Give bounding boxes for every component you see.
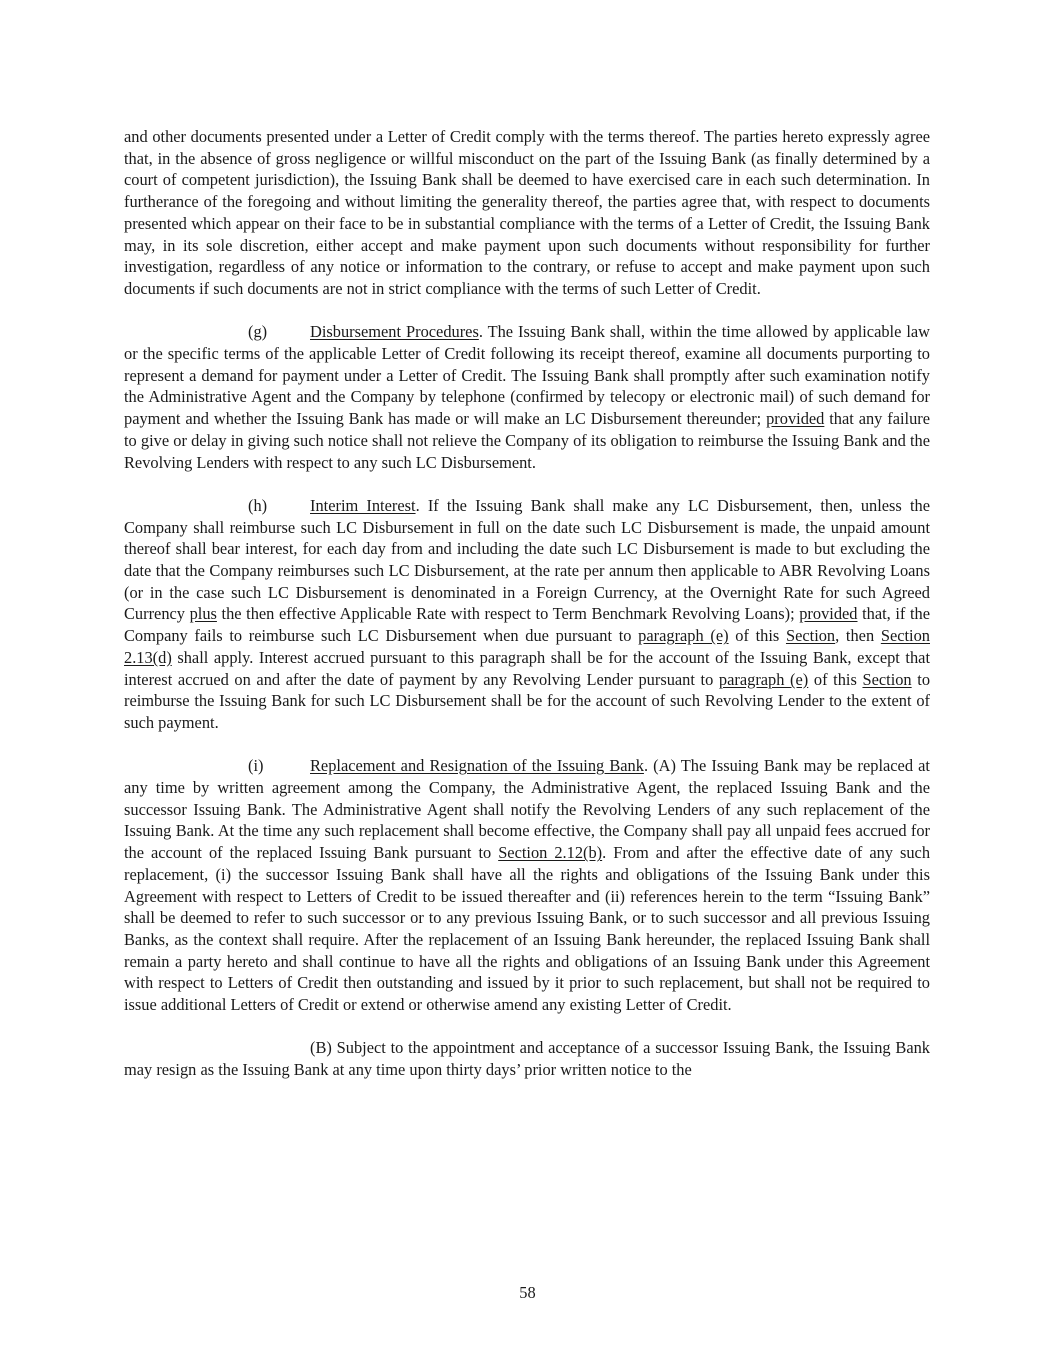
cross-reference: Section 2.13(d) [124, 626, 930, 667]
page-number: 58 [519, 1283, 536, 1302]
paragraph-text: . From and after the effective date of any such replacement, (i) the successor Issuing Bank shall have all the rights and obligations of the Issuing Bank under this Agreement with respect to Letters of Credit to be issued thereafter and (ii) references herein to the term “Issuing Bank” shall be deemed to refer to such successor or to any previous Issuing Bank, or to such successor and all previous Issuing Banks, as the context shall require. After the replacement of an Issuing Bank hereunder, the replaced Issuing Bank shall remain a party hereto and shall continue to have all the rights and obligations of an Issuing Bank under this Agreement with respect to Letters of Credit then outstanding and issued by it prior to such replacement, but shall not be required to issue additional Letters of Credit or extend or otherwise amend any existing Letter of Credit. [124, 843, 931, 1015]
paragraph-text: . The Issuing Bank shall, within the time allowed by applicable law or the specific terms of the applicable Letter of Credit following its receipt thereof, examine all documents purporting to represent a demand for payment under a Letter of Credit. The Issuing Bank shall promptly after such examination notify the Administrative Agent and the Company by telephone (confirmed by telecopy or electronic mail) of such demand for payment and whether the Issuing Bank has made or will make an LC Disbursement thereunder; [124, 322, 930, 429]
paragraph-text: of this [808, 669, 863, 689]
paragraph-text: the then effective Applicable Rate with respect to Term Benchmark Revolving Loans); [216, 604, 800, 624]
section-label: (h) [248, 495, 268, 515]
paragraph-continuation [124, 126, 930, 300]
paragraph-text: and other documents presented under a Letter of Credit comply with the terms thereof. The parties hereto expressly agree that, in the absence of gross negligence or willful misconduct on the part of the Issuing Bank (as finally determined by a court of competent jurisdiction), the Issuing Bank shall be deemed to have exercised care in each such determination. In furtherance of the foregoing and without limiting the generality thereof, the parties agree that, with respect to documents presented which appear on their face to be in substantial compliance with the terms of a Letter of Credit, the Issuing Bank may, in its sole discretion, either accept and make payment upon such documents without responsibility for further investigation, regardless of any notice or information to the contrary, or refuse to accept and make payment upon such documents if such documents are not in strict compliance with the terms of such Letter of Credit. [124, 127, 930, 298]
section-heading: Replacement and Resignation of the Issuing Bank [310, 756, 644, 776]
paragraph-text: . (A) The Issuing Bank may be replaced at any time by written agreement among the Company, the Administrative Agent, the replaced Issuing Bank and the successor Issuing Bank. The Administrative Agent shall notify the Revolving Lenders of any such replacement of the Issuing Bank. At the time any such replacement shall become effective, the Company shall pay all unpaid fees accrued for the account of the replaced Issuing Bank pursuant to [124, 756, 930, 863]
cross-reference: Section [862, 669, 912, 689]
cross-reference: paragraph (e) [638, 626, 729, 646]
paragraph-text: (B) Subject to the appointment and acceptance of a successor Issuing Bank, the Issuing Bank may resign as the Issuing Bank at any time upon thirty days’ prior written notice to the [124, 1038, 930, 1080]
section-i-paragraph [124, 755, 930, 1015]
section-h-paragraph [124, 495, 930, 734]
section-label: (i) [248, 756, 264, 776]
cross-reference: paragraph (e) [718, 669, 809, 689]
cross-reference: Section 2.12(b) [498, 843, 603, 863]
section-heading: Disbursement Procedures [310, 322, 479, 342]
section-i-b-paragraph [124, 1037, 930, 1080]
paragraph-text: . If the Issuing Bank shall make any LC Disbursement, then, unless the Company shall reimburse such LC Disbursement in full on the date such LC Disbursement is made, the unpaid amount thereof shall bear interest, for each day from and including the date such LC Disbursement is made to but excluding the date that the Company reimburses such LC Disbursement, at the rate per annum then applicable to ABR Revolving Loans (or in the case such LC Disbursement is denominated in a Foreign Currency, at the Overnight Rate for such Agreed Currency [124, 495, 930, 624]
underlined-term: provided [766, 409, 825, 429]
document-page [124, 126, 930, 1081]
paragraph-text: of this [728, 626, 786, 646]
section-heading: Interim Interest [310, 495, 416, 515]
paragraph-text: to reimburse the Issuing Bank for such LC Disbursement shall be for the account of such Revolving Lender to the extent of such payment. [124, 669, 931, 732]
paragraph-text: that any failure to give or delay in giving such notice shall not relieve the Company of its obligation to reimburse the Issuing Bank and the Revolving Lenders with respect to any such LC Disbursement. [124, 409, 930, 472]
underlined-term: provided [799, 604, 858, 624]
underlined-term: plus [189, 604, 217, 624]
cross-reference: Section [785, 626, 836, 646]
paragraph-text: that, if the Company fails to reimburse such LC Disbursement when due pursuant to [124, 604, 930, 646]
paragraph-text: shall apply. Interest accrued pursuant to this paragraph shall be for the account of the Issuing Bank, except that interest accrued on and after the date of payment by any Revolving Lender pursuant to [124, 647, 930, 689]
paragraph-text: , then [835, 626, 881, 646]
section-g-paragraph [124, 321, 930, 473]
section-label: (g) [248, 322, 268, 342]
